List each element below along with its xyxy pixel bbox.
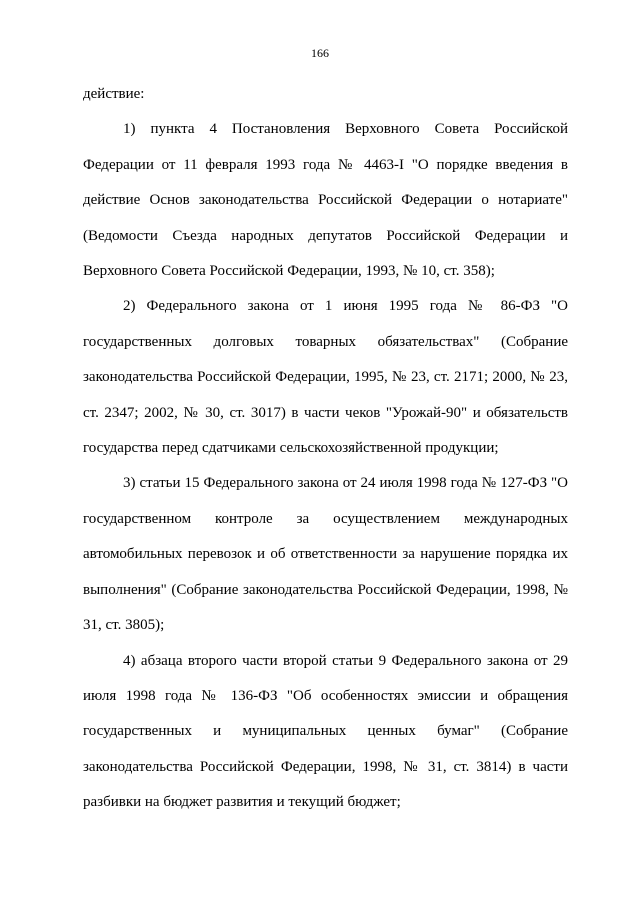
paragraph-item-1: 1) пункта 4 Постановления Верховного Совета Российской Федерации от 11 февраля 1993 года № 4463-I "О порядке введения в действие Основ законодательства Российской Федерации о нотариате" (Ведомости Съезда народных депутатов Российской Федерации и Верховного Совета Российской Федерации, 1993, № 10, ст. 358); (83, 121, 568, 280)
page-number: 166 (311, 46, 329, 60)
paragraph-item-4: 4) абзаца второго части второй статьи 9 Федерального закона от 29 июля 1998 года № 136-ФЗ "Об особенностях эмиссии и обращения государственных и муниципальных ценных бумаг" (Собрание законодательства Российской Федерации, 1998, № 31, ст. 3814) в части разбивки на бюджет развития и текущий бюджет; (83, 652, 568, 811)
paragraph-continuation: действие: (83, 86, 145, 102)
paragraph-item-2: 2) Федерального закона от 1 июня 1995 года № 86-ФЗ "О государственных долговых товарных обязательствах" (Собрание законодательства Российской Федерации, 1995, № 23, ст. 2171; 2000, № 23, ст. 2347; 2002, № 30, ст. 3017) в части чеков "Урожай-90" и обязательств государства перед сдатчиками сельскохозяйственной продукции; (83, 298, 568, 457)
paragraph-item-3: 3) статьи 15 Федерального закона от 24 июля 1998 года № 127-ФЗ "О государственном контроле за осуществлением международных автомобильных перевозок и об ответственности за нарушение порядка их выполнения" (Собрание законодательства Российской Федерации, 1998, № 31, ст. 3805); (83, 475, 568, 634)
document-body (83, 77, 568, 821)
